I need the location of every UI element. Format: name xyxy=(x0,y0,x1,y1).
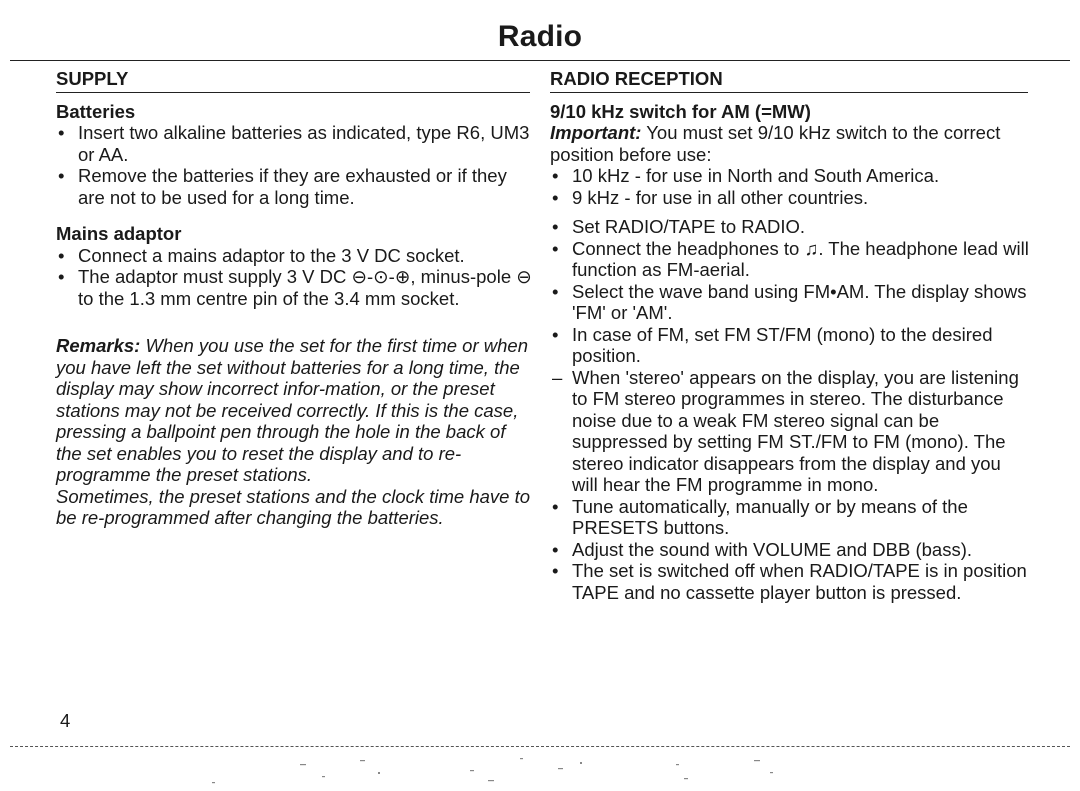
radio-steps-list xyxy=(550,216,1030,603)
list-item: • Adjust the sound with VOLUME and DBB (bass). xyxy=(550,539,1030,561)
remarks-paragraph-2: Sometimes, the preset stations and the clock time have to be re-programmed after changing the batteries. xyxy=(56,485,531,528)
supply-heading: SUPPLY xyxy=(56,68,530,93)
list-item: • Set RADIO/TAPE to RADIO. xyxy=(550,216,1030,238)
radio-reception-column xyxy=(550,68,1030,603)
list-item: • Tune automatically, manually or by means of the PRESETS buttons. xyxy=(550,496,1030,539)
list-item: • The adaptor must supply 3 V DC ⊖-⊙-⊕, minus-pole ⊖ to the 1.3 mm centre pin of the 3.4 mm socket. xyxy=(56,266,534,309)
mains-adaptor-heading: Mains adaptor xyxy=(56,223,182,244)
remarks-text: When you use the set for the first time or when you have left the set without batteries for a long time, the display may show incorrect infor-mation, or the preset stations may not be received correctly. If this is the case, pressing a ballpoint pen through the hole in the back of the set enables you to reset the display and to re-programme the preset stations. xyxy=(56,335,528,485)
important-paragraph xyxy=(550,122,1030,165)
batteries-list xyxy=(56,122,534,208)
list-item: • 9 kHz - for use in all other countries. xyxy=(550,187,1030,209)
remarks-label: Remarks: xyxy=(56,335,141,356)
mains-adaptor-list xyxy=(56,245,534,310)
list-item: • In case of FM, set FM ST/FM (mono) to the desired position. xyxy=(550,324,1030,367)
page-number: 4 xyxy=(60,710,71,731)
supply-column xyxy=(56,68,534,529)
important-text: You must set 9/10 kHz switch to the correct position before use: xyxy=(550,122,1001,165)
list-item: • Connect the headphones to ♫. The headphone lead will function as FM-aerial. xyxy=(550,238,1030,281)
radio-reception-heading: RADIO RECEPTION xyxy=(550,68,1028,93)
list-item: • 10 kHz - for use in North and South America. xyxy=(550,165,1030,187)
switch-heading: 9/10 kHz switch for AM (=MW) xyxy=(550,100,811,122)
list-item: • Remove the batteries if they are exhausted or if they are not to be used for a long time. xyxy=(56,165,534,208)
list-item: – When 'stereo' appears on the display, you are listening to FM stereo programmes in stereo. The disturbance noise due to a weak FM stereo signal can be suppressed by setting FM ST./FM to FM (mono). The stereo indicator disappears from the display and you will hear the FM programme in mono. xyxy=(550,367,1030,496)
title-rule xyxy=(10,60,1070,61)
list-item: • Insert two alkaline batteries as indicated, type R6, UM3 or AA. xyxy=(56,122,534,165)
page-title: Radio xyxy=(497,20,583,53)
scan-specks xyxy=(0,750,1080,791)
batteries-heading: Batteries xyxy=(56,100,136,122)
khz-list xyxy=(550,165,1030,208)
important-label: Important: xyxy=(550,122,642,143)
list-item: • Select the wave band using FM•AM. The display shows 'FM' or 'AM'. xyxy=(550,281,1030,324)
footer-rule xyxy=(10,746,1070,747)
list-item: • The set is switched off when RADIO/TAPE is in position TAPE and no cassette player button is pressed. xyxy=(550,560,1030,603)
remarks-paragraph xyxy=(56,335,534,486)
list-item: • Connect a mains adaptor to the 3 V DC socket. xyxy=(56,245,534,267)
